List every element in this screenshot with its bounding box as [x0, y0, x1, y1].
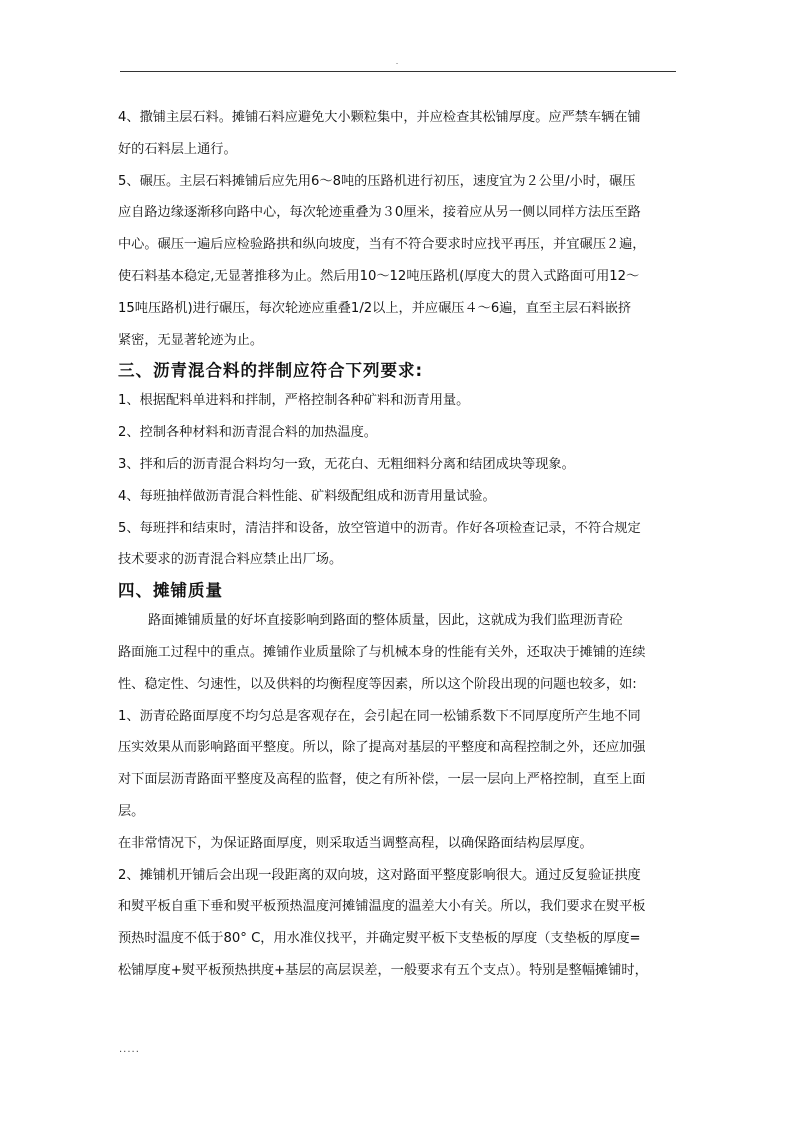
- body-line: 技术要求的沥青混合料应禁止出厂场。: [118, 552, 343, 568]
- section-heading-4: 四、摊铺质量: [118, 581, 223, 601]
- body-line: 1、根据配料单进料和拌制，严格控制各种矿料和沥青用量。: [118, 393, 470, 409]
- body-line: 预热时温度不低于80° C，用水准仪找平，并确定熨平板下支垫板的厚度（支垫板的厚度=: [118, 931, 641, 947]
- body-line: 2、摊铺机开铺后会出现一段距离的双向坡，这对路面平整度影响很大。通过反复验证拱度: [118, 867, 641, 883]
- body-line: 好的石料层上通行。: [118, 141, 237, 157]
- body-line: 中心。碾压一遍后应检验路拱和纵向坡度，当有不符合要求时应找平再压，并宜碾压２遍，: [118, 237, 646, 253]
- body-line: 路面摊铺质量的好坏直接影响到路面的整体质量，因此，这就成为我们监理沥青砼: [148, 613, 623, 629]
- body-line: 4、撒铺主层石料。摊铺石料应避免大小颗粒集中，并应检查其松铺厚度。应严禁车辆在铺: [118, 110, 641, 125]
- body-line: 3、拌和后的沥青混合料均匀一致，无花白、无粗细料分离和结团成块等现象。: [118, 456, 575, 472]
- body-line: 15吨压路机)进行碾压，每次轮迹应重叠1/2以上，并应碾压４～6遍，直至主层石料嵌挤: [118, 300, 632, 316]
- body-line: 压实效果从而影响路面平整度。所以，除了提高对基层的平整度和高程控制之外，还应加强: [118, 740, 646, 756]
- body-line: 层。: [118, 803, 145, 819]
- body-line: 1、沥青砼路面厚度不均匀总是客观存在，会引起在同一松铺系数下不同厚度所产生地不同: [118, 708, 641, 724]
- body-line: 使石料基本稳定,无显著推移为止。然后用10～12吨压路机(厚度大的贯入式路面可用12～: [118, 268, 640, 284]
- document-body: [118, 102, 678, 987]
- body-line: 5、每班拌和结束时，清洁拌和设备，放空管道中的沥青。作好各项检查记录，不符合规定: [118, 520, 641, 536]
- body-line: 应自路边缘逐渐移向路中心，每次轮迹重叠为３0厘米，接着应从另一侧以同样方法压至路: [118, 205, 641, 221]
- body-line: 2、控制各种材料和沥青混合料的加热温度。: [118, 425, 377, 441]
- body-line: 和熨平板自重下垂和熨平板预热温度河摊铺温度的温差大小有关。所以，我们要求在熨平板: [118, 899, 646, 915]
- footer-mark: .....: [119, 1044, 140, 1055]
- body-line: 4、每班抽样做沥青混合料性能、矿料级配组成和沥青用量试验。: [118, 488, 496, 504]
- section-heading-3: 三、沥青混合料的拌制应符合下列要求:: [118, 361, 424, 381]
- body-line: 路面施工过程中的重点。摊铺作业质量除了与机械本身的性能有关外，还取决于摊铺的连续: [118, 644, 646, 660]
- body-line: 5、碾压。主层石料摊铺后应先用6～8吨的压路机进行初压，速度宜为２公里/小时，碾压: [118, 173, 636, 189]
- header-mark: .: [395, 57, 399, 66]
- body-line: 紧密，无显著轮迹为止。: [118, 332, 264, 348]
- header-rule: [120, 71, 676, 72]
- body-line: 在非常情况下，为保证路面厚度，则采取适当调整高程，以确保路面结构层厚度。: [118, 835, 593, 851]
- body-line: 对下面层沥青路面平整度及高程的监督，使之有所补偿，一层一层向上严格控制，直至上面: [118, 772, 646, 788]
- body-line: 松铺厚度+熨平板预热拱度+基层的高层误差，一般要求有五个支点）。特别是整幅摊铺时，: [118, 962, 648, 978]
- body-line: 性、稳定性、匀速性，以及供料的均衡程度等因素，所以这个阶段出现的问题也较多，如:: [118, 676, 637, 692]
